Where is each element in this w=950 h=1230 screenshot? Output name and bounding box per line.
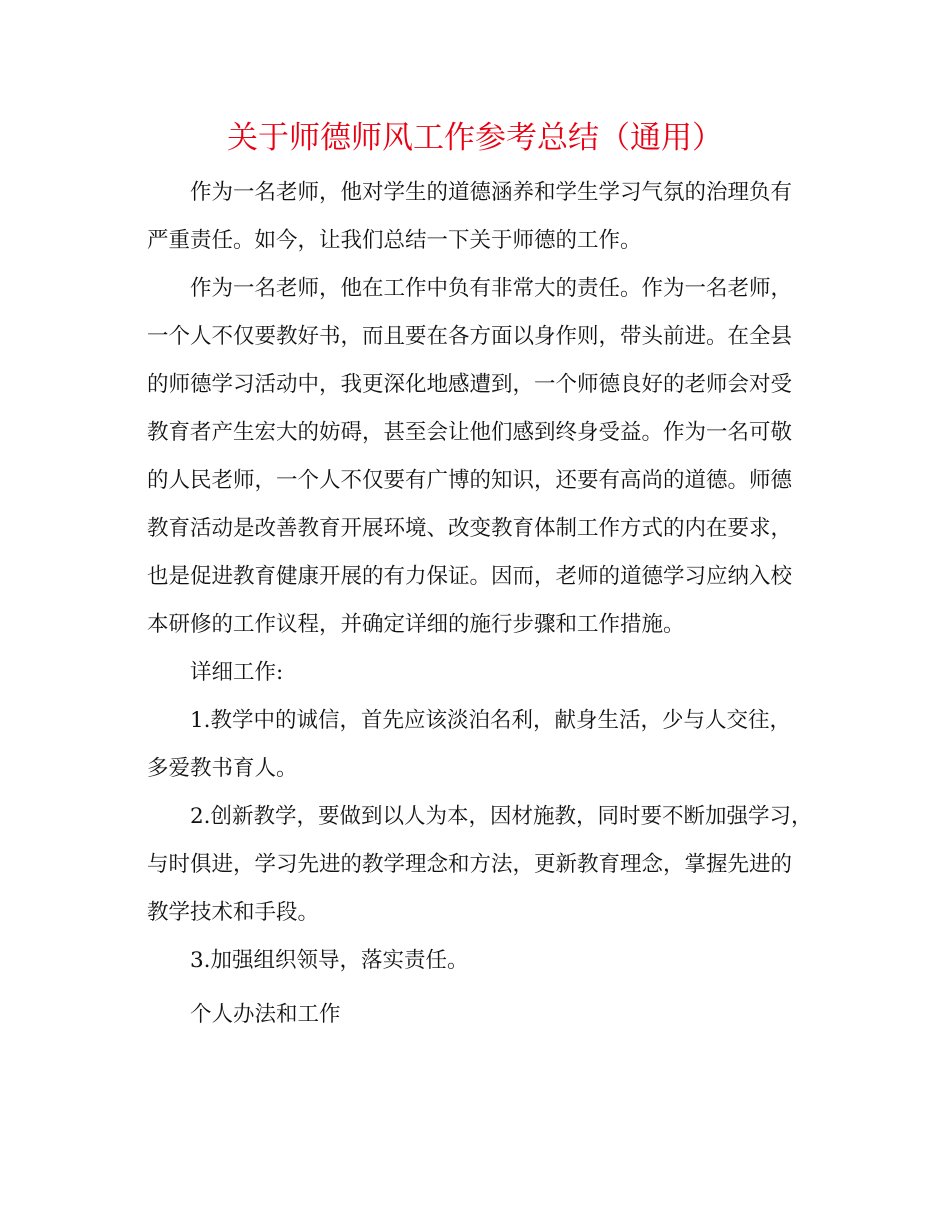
list-item-line: 多爱教书育人。 xyxy=(147,756,298,781)
list-item-line: 教学技术和手段。 xyxy=(147,900,320,925)
list-item-line: 1.教学中的诚信，首先应该淡泊名利，献身生活，少与人交往， xyxy=(190,708,792,733)
list-item-line: 3.加强组织领导，落实责任。 xyxy=(190,948,469,973)
document-title: 关于师德师风工作参考总结（通用） xyxy=(227,120,723,156)
section-heading: 详细工作: xyxy=(190,660,284,685)
paragraph-line: 本研修的工作议程，并确定详细的施行步骤和工作措施。 xyxy=(147,612,685,637)
paragraph-line: 的人民老师，一个人不仅要有广博的知识，还要有高尚的道德。师德 xyxy=(147,468,793,493)
list-item-line: 2.创新教学，要做到以人为本，因材施教，同时要不断加强学习， xyxy=(190,804,813,829)
paragraph-line: 作为一名老师，他在工作中负有非常大的责任。作为一名老师， xyxy=(190,276,793,301)
paragraph-line: 一个人不仅要教好书，而且要在各方面以身作则，带头前进。在全县 xyxy=(147,324,793,349)
section-heading: 个人办法和工作 xyxy=(190,1002,341,1027)
paragraph-line: 的师德学习活动中，我更深化地感遭到，一个师德良好的老师会对受 xyxy=(147,372,793,397)
paragraph-line: 也是促进教育健康开展的有力保证。因而，老师的道德学习应纳入校 xyxy=(147,564,793,589)
paragraph-line: 教育者产生宏大的妨碍，甚至会让他们感到终身受益。作为一名可敬 xyxy=(147,420,793,445)
paragraph-line: 作为一名老师，他对学生的道德涵养和学生学习气氛的治理负有 xyxy=(190,180,793,205)
paragraph-line: 教育活动是改善教育开展环境、改变教育体制工作方式的内在要求， xyxy=(147,516,793,541)
paragraph-line: 严重责任。如今，让我们总结一下关于师德的工作。 xyxy=(147,228,642,253)
list-item-line: 与时俱进，学习先进的教学理念和方法，更新教育理念，掌握先进的 xyxy=(147,852,793,877)
